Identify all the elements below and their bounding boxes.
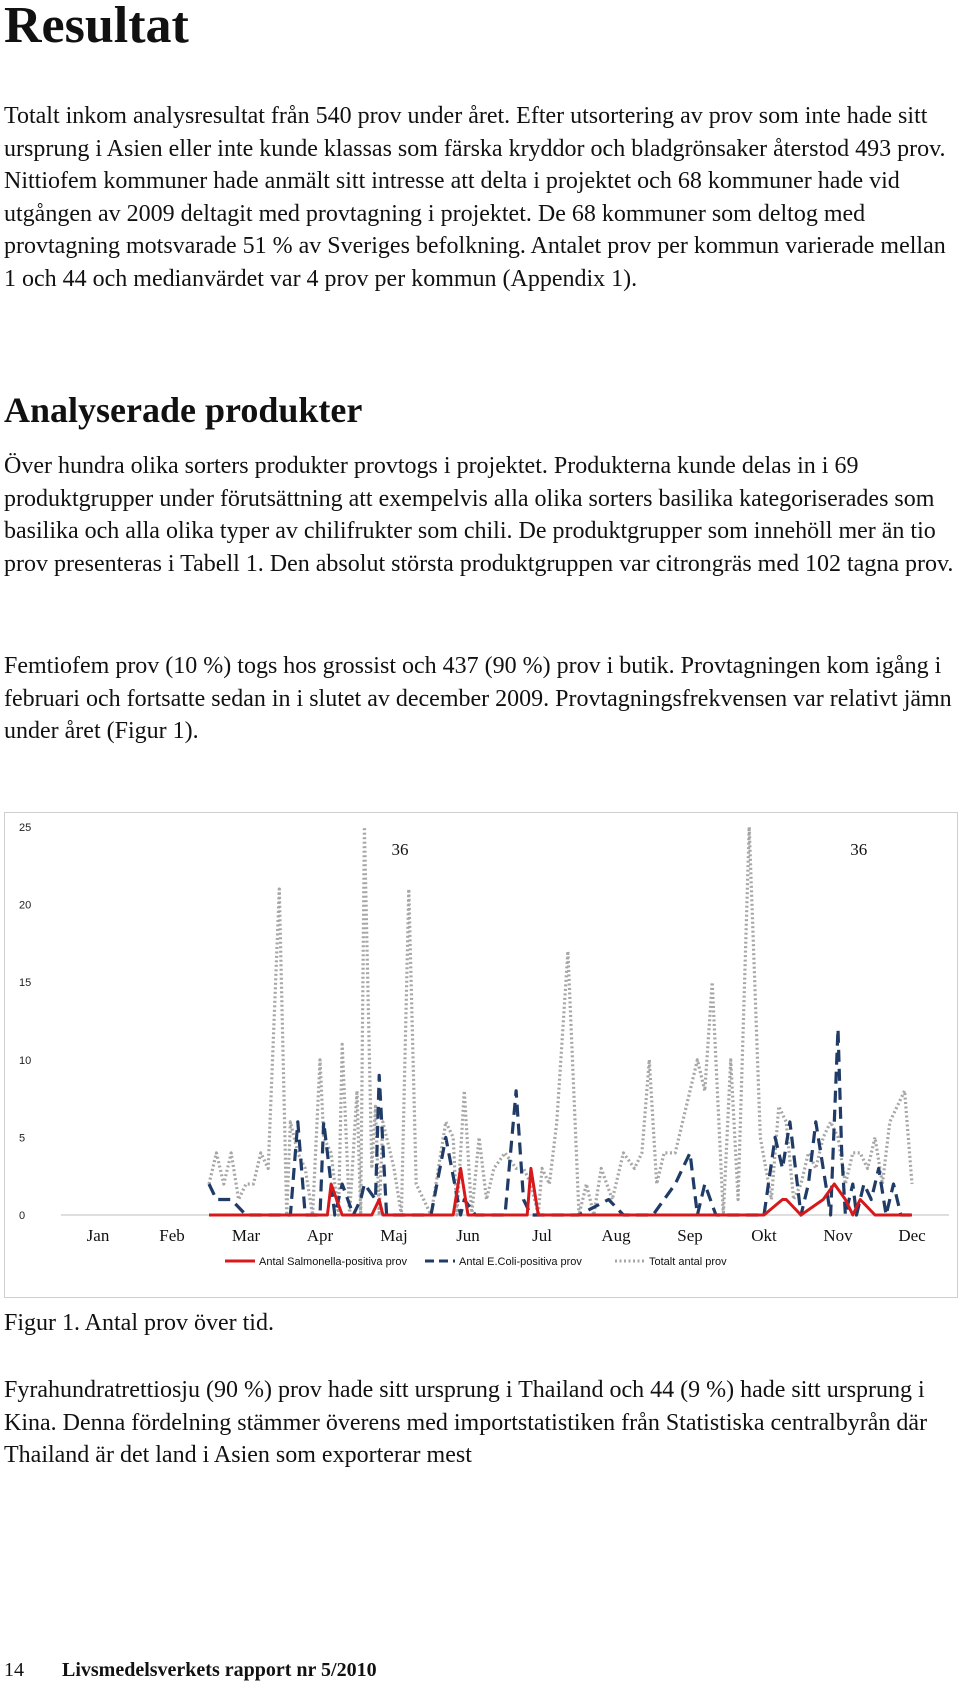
x-tick-label: Aug (601, 1226, 631, 1245)
y-tick-label: 10 (19, 1054, 32, 1067)
y-tick-label: 5 (19, 1132, 26, 1145)
x-tick-label: Mar (231, 1226, 261, 1245)
peak-annotation: 36 (391, 840, 409, 859)
x-tick-label: Sep (677, 1226, 703, 1245)
peak-annotation: 36 (850, 840, 868, 859)
y-tick-label: 0 (19, 1210, 26, 1222)
publication-name: Livsmedelsverkets rapport nr 5/2010 (62, 1659, 377, 1681)
line-chart (5, 813, 957, 1297)
x-tick-label: Jan (86, 1226, 110, 1245)
x-tick-label: Nov (823, 1226, 853, 1245)
figure-caption: Figur 1. Antal prov över tid. (4, 1310, 274, 1336)
origin-paragraph: Fyrahundratrettiosju (90 %) prov hade sitt ursprung i Thailand och 44 (9 %) hade sitt ursprung i Kina. Denna fördelning stämmer överens med importstatistiken från Statistiska centralbyrån där Thailand är det land i Asien som exporterar mest (4, 1377, 928, 1468)
page-footer (4, 1658, 377, 1682)
figure-chart (4, 812, 958, 1298)
legend-label: Antal Salmonella-positiva prov (259, 1256, 407, 1268)
y-tick-label: 20 (19, 899, 32, 912)
series-line-total (209, 827, 912, 1215)
intro-paragraph: Totalt inkom analysresultat från 540 prov under året. Efter utsortering av prov som inte hade sitt ursprung i Asien eller inte kunde klassas som färska kryddor och bladgrönsaker återstod 493 prov. Nittiofem kommuner hade anmält sitt intresse att delta i projektet och 68 kommuner hade vid utgången av 2009 deltagit med provtagning i projektet. De 68 kommuner som deltog med provtagning motsvarade 51 % av Sveriges befolkning. Antalet prov per kommun varierade mellan 1 och 44 och medianvärdet var 4 prov per kommun (Appendix 1). (4, 103, 946, 292)
x-tick-label: Okt (751, 1226, 777, 1245)
x-tick-label: Dec (898, 1226, 926, 1245)
x-tick-label: Jul (532, 1226, 552, 1245)
y-tick-label: 25 (19, 822, 32, 834)
x-tick-label: Feb (159, 1226, 185, 1245)
legend-label: Totalt antal prov (649, 1256, 727, 1268)
y-tick-label: 15 (19, 977, 32, 990)
x-tick-label: Jun (456, 1226, 480, 1245)
x-tick-label: Maj (380, 1226, 408, 1245)
section-heading: Analyserade produkter (4, 390, 363, 430)
page-title: Resultat (4, 0, 189, 54)
page-number: 14 (4, 1659, 24, 1681)
sampling-paragraph: Femtiofem prov (10 %) togs hos grossist och 437 (90 %) prov i butik. Provtagningen kom igång i februari och fortsatte sedan in i slutet av december 2009. Provtagningsfrekvensen var relativt jämn under året (Figur 1). (4, 653, 952, 744)
products-paragraph: Över hundra olika sorters produkter provtogs i projektet. Produkterna kunde delas in i 69 produktgrupper under förutsättning att exempelvis alla olika sorters basilika kategoriserades som basilika och alla olika typer av chilifrukter som chili. De produktgrupper som innehöll mer än tio prov presenteras i Tabell 1. Den absolut största produktgruppen var citrongräs med 102 tagna prov. (4, 453, 954, 577)
legend-label: Antal E.Coli-positiva prov (459, 1256, 582, 1268)
x-tick-label: Apr (306, 1226, 334, 1245)
